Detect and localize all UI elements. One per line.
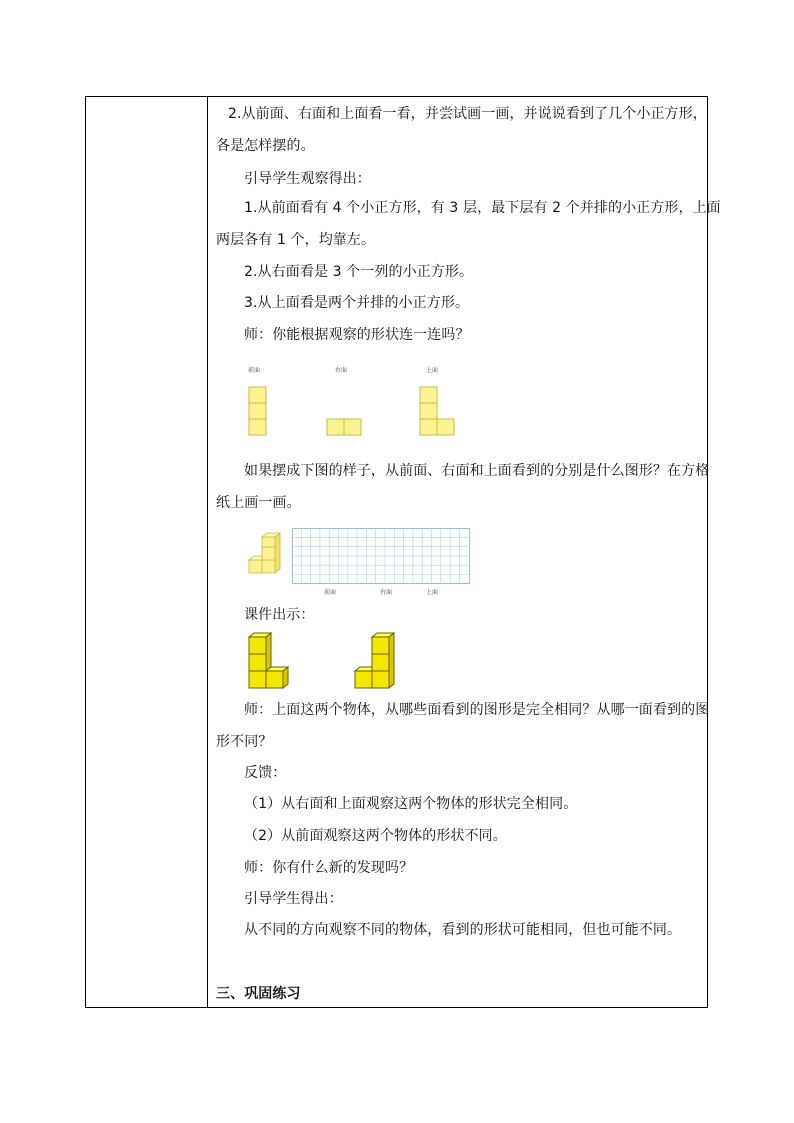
cube-object-left <box>248 633 308 693</box>
front-view-square <box>249 419 266 435</box>
right-view-square <box>344 419 361 435</box>
top-view-square <box>420 403 437 419</box>
figure2-label-top: 上面 <box>426 589 439 596</box>
text-line-2: 各是怎样摆的。 <box>216 138 315 154</box>
text-line-11: 课件出示： <box>244 607 315 623</box>
text-line-17: 师：你有什么新的发现吗？ <box>244 860 414 876</box>
text-line-8: 师：你能根据观察的形状连一连吗？ <box>244 327 470 343</box>
text-line-18: 引导学生得出： <box>244 891 343 907</box>
figure1-label-right: 右面 <box>335 367 348 374</box>
cube-stack-small <box>248 537 288 587</box>
cube-object-right <box>354 633 414 693</box>
figure2-label-right: 右面 <box>380 589 393 596</box>
text-line-15: （1）从右面和上面观察这两个物体的形状完全相同。 <box>244 796 578 812</box>
top-view-square <box>420 419 437 435</box>
text-line-3: 引导学生观察得出： <box>244 171 371 187</box>
grid-paper <box>292 528 472 586</box>
column-divider <box>207 97 208 1007</box>
text-line-12: 师：上面这两个物体，从哪些面看到的图形是完全相同？从哪一面看到的图 <box>244 702 710 718</box>
section-heading: 三、巩固练习 <box>216 986 301 1002</box>
text-line-1: 2.从前面、右面和上面看一看，并尝试画一画，并说说看到了几个小正方形， <box>228 106 707 122</box>
text-line-5: 两层各有 1 个，均靠左。 <box>216 232 376 248</box>
text-line-13: 形不同？ <box>216 734 273 750</box>
figure1-view-shapes <box>216 382 456 452</box>
text-line-4: 1.从前面看有 4 个小正方形，有 3 层，最下层有 2 个并排的小正方形，上面 <box>244 200 721 216</box>
lesson-table <box>85 96 721 1008</box>
top-view-square <box>437 419 454 435</box>
front-view-square <box>249 403 266 419</box>
figure2-label-front: 前面 <box>324 589 337 596</box>
top-view-square <box>420 387 437 403</box>
text-line-6: 2.从右面看是 3 个一列的小正方形。 <box>244 264 474 280</box>
figure1-label-front: 前面 <box>248 367 261 374</box>
text-line-7: 3.从上面看是两个并排的小正方形。 <box>244 295 470 311</box>
figure1-label-top: 上面 <box>426 367 439 374</box>
text-line-19: 从不同的方向观察不同的物体，看到的形状可能相同，但也可能不同。 <box>244 922 682 938</box>
text-line-14: 反馈： <box>244 765 287 781</box>
text-line-16: （2）从前面观察这两个物体的形状不同。 <box>244 828 507 844</box>
lesson-content <box>216 97 721 1007</box>
text-line-10: 纸上画一画。 <box>216 495 301 511</box>
right-view-square <box>327 419 344 435</box>
front-view-square <box>249 387 266 403</box>
text-line-9: 如果摆成下图的样子，从前面、右面和上面看到的分别是什么图形？在方格 <box>244 463 710 479</box>
